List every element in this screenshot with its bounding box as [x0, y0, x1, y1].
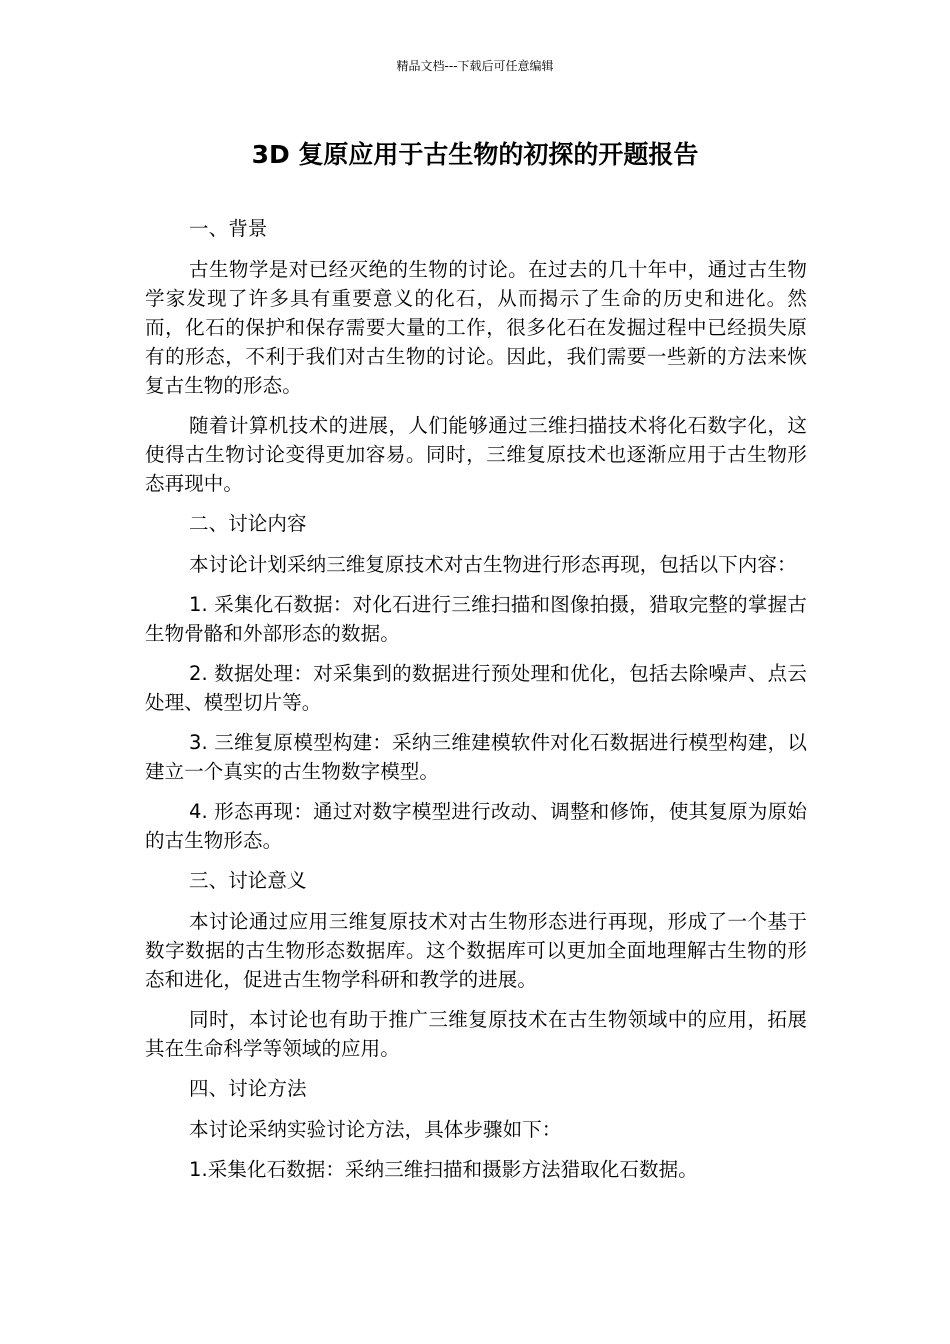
list-item: 2. 数据处理：对采集到的数据进行预处理和优化，包括去除噪声、点云处理、模型切片等。: [145, 662, 807, 714]
list-item: 4. 形态再现：通过对数字模型进行改动、调整和修饰，使其复原为原始的古生物形态。: [145, 800, 807, 852]
section-heading-method: 四、讨论方法: [189, 1077, 307, 1100]
document-title: 3D 复原应用于古生物的初探的开题报告: [251, 140, 699, 169]
list-item: 3. 三维复原模型构建：采纳三维建模软件对化石数据进行模型构建，以建立一个真实的古生物数字模型。: [145, 731, 807, 783]
paragraph: 随着计算机技术的进展，人们能够通过三维扫描技术将化石数字化，这使得古生物讨论变得更加容易。同时，三维复原技术也逐渐应用于古生物形态再现中。: [145, 414, 807, 495]
list-item: 1. 采集化石数据：对化石进行三维扫描和图像拍摄，猎取完整的掌握古生物骨骼和外部形态的数据。: [145, 593, 807, 645]
list-item: 1.采集化石数据：采纳三维扫描和摄影方法猎取化石数据。: [189, 1158, 698, 1181]
paragraph: 本讨论通过应用三维复原技术对古生物形态进行再现，形成了一个基于数字数据的古生物形态数据库。这个数据库可以更加全面地理解古生物的形态和进化，促进古生物学科研和教学的进展。: [145, 910, 807, 991]
section-heading-significance: 三、讨论意义: [189, 869, 307, 892]
paragraph: 本讨论采纳实验讨论方法，具体步骤如下：: [189, 1118, 562, 1141]
paragraph: 古生物学是对已经灭绝的生物的讨论。在过去的几十年中，通过古生物学家发现了许多具有重要意义的化石，从而揭示了生命的历史和进化。然而，化石的保护和保存需要大量的工作，很多化石在发掘过程中已经损失原有的形态，不利于我们对古生物的讨论。因此，我们需要一些新的方法来恢复古生物的形态。: [145, 258, 807, 397]
section-heading-content: 二、讨论内容: [189, 512, 307, 535]
section-heading-background: 一、背景: [189, 217, 268, 240]
document-body: [145, 214, 807, 1195]
paragraph: 本讨论计划采纳三维复原技术对古生物进行形态再现，包括以下内容：: [189, 553, 797, 576]
paragraph: 同时，本讨论也有助于推广三维复原技术在古生物领域中的应用，拓展其在生命科学等领域的应用。: [145, 1008, 807, 1060]
header-note: 精品文档---下载后可任意编辑: [396, 59, 554, 73]
